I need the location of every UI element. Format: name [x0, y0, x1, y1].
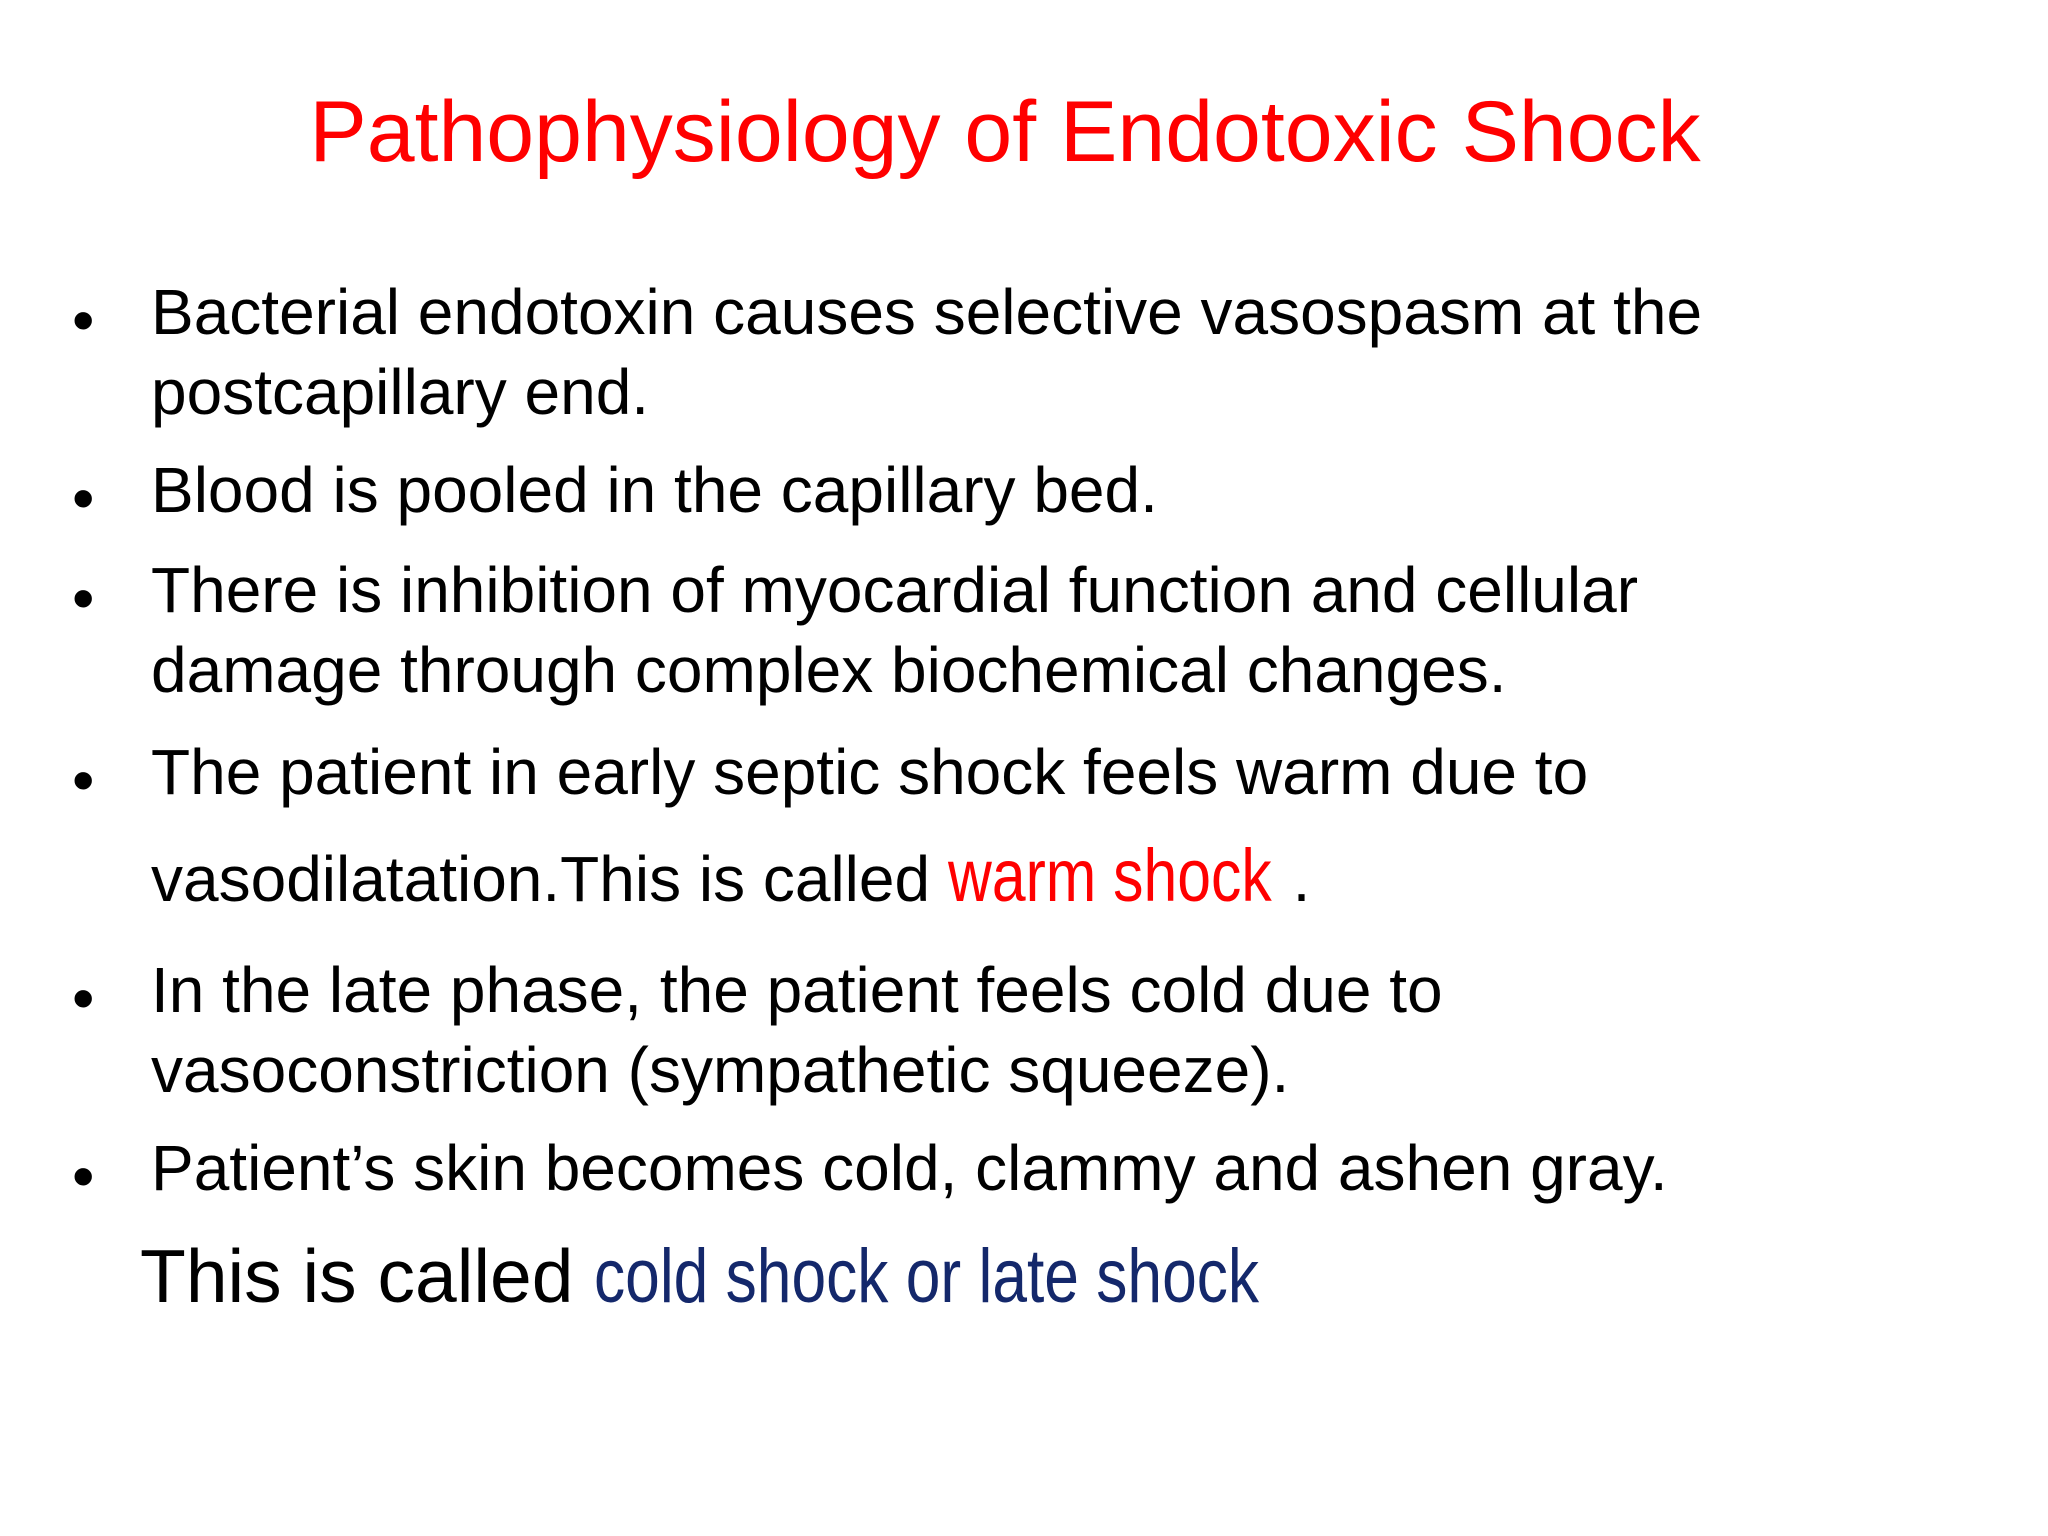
bullet-3-line-2: damage through complex biochemical changes.: [151, 634, 1507, 706]
warm-shock-term: warm shock: [947, 834, 1272, 917]
bullet-4-line-2: [151, 836, 1310, 919]
bullet-marker: •: [72, 562, 95, 634]
bullet-1-line-2: postcapillary end.: [151, 356, 650, 428]
bullet-marker: •: [72, 744, 95, 816]
bullet-1-line-1: Bacterial endotoxin causes selective vasospasm at the: [151, 276, 1703, 348]
closing-text: This is called: [140, 1234, 595, 1318]
bullet-4-line-2-text: vasodilatation.This is called: [151, 843, 948, 915]
bullet-6-line-1: Patient’s skin becomes cold, clammy and ashen gray.: [151, 1132, 1668, 1204]
bullet-marker: •: [72, 1140, 95, 1212]
bullet-marker: •: [72, 962, 95, 1034]
slide-title: Pathophysiology of Endotoxic Shock: [309, 84, 1701, 180]
bullet-marker: •: [72, 462, 95, 534]
closing-line: [140, 1228, 1405, 1325]
bullet-5-line-2: vasoconstriction (sympathetic squeeze).: [151, 1034, 1290, 1106]
bullet-4-period: .: [1292, 843, 1311, 915]
bullet-3-line-1: There is inhibition of myocardial function and cellular: [151, 554, 1638, 626]
bullet-marker: •: [72, 284, 95, 356]
bullet-5-line-1: In the late phase, the patient feels cold due to: [151, 954, 1443, 1026]
bullet-2-line-1: Blood is pooled in the capillary bed.: [151, 454, 1158, 526]
cold-shock-term: cold shock or late shock: [594, 1234, 1260, 1319]
bullet-4-line-1: The patient in early septic shock feels warm due to: [151, 736, 1589, 808]
